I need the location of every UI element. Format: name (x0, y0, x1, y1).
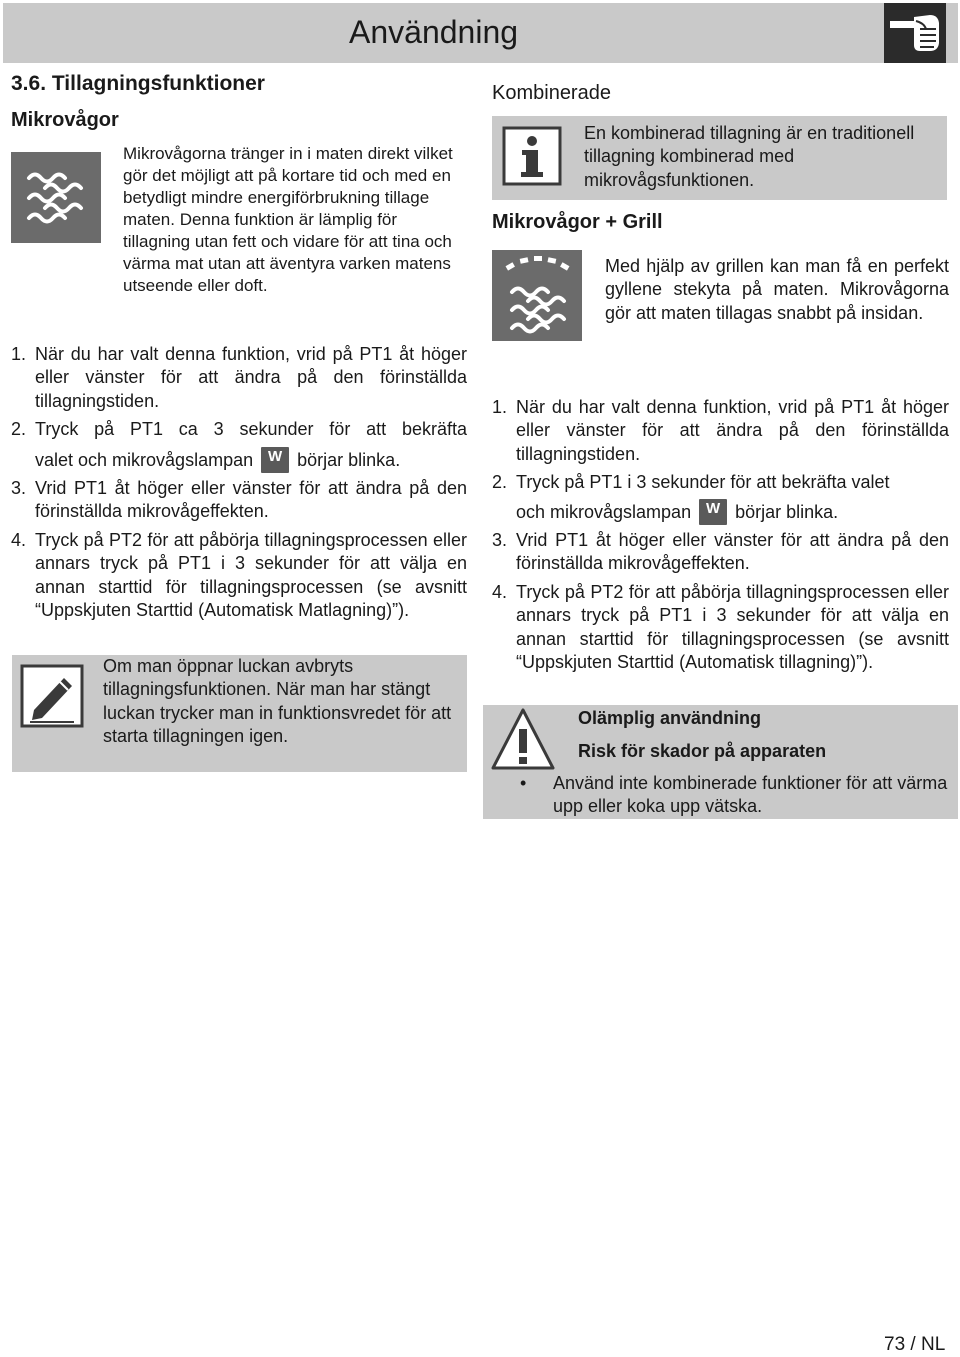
step-text: Vrid PT1 åt höger eller vänster för att ändra på den förinställda mikrovågeffekten. (516, 530, 949, 574)
step-number: 3. (492, 530, 508, 550)
pointing-hand-icon (884, 3, 946, 63)
warning-title: Olämplig användning (578, 708, 762, 728)
step-text: Tryck på PT1 ca 3 sekunder för att bekräfta (35, 419, 467, 439)
step-number: 3. (11, 478, 27, 498)
step-text-line (35, 441, 400, 473)
step-text: börjar blinka. (297, 450, 401, 470)
step-number: 4. (11, 530, 27, 550)
step-text: Tryck på PT1 i 3 sekunder för att bekräfta valet (516, 472, 890, 492)
step-text: valet och mikrovågslampan (35, 450, 254, 470)
microwave-intro-text: Mikrovågorna tränger in i maten direkt vilket gör det möjligt att på kortare tid och med en betydligt mindre energiförbrukning tillage maten. Denna funktion är lämplig för tillagning utan fett och vidare för att tina och värma mat utan att äventyra varken matens utseende eller doft. (123, 144, 453, 295)
step-text: Tryck på PT2 för att påbörja tillagningsprocessen eller annars tryck på PT1 i 3 sekunder för att välja en annan starttid för tillagningsprocessen (se avsnitt “Uppskjuten Starttid (Automatisk tillagning)”). (516, 582, 949, 672)
combined-info-text: En kombinerad tillagning är en traditionell tillagning kombinerad med mikrovågsfunktionen. (584, 123, 915, 190)
step-text-line (516, 493, 838, 525)
step-text: Vrid PT1 åt höger eller vänster för att ändra på den förinställda mikrovågeffekten. (35, 478, 467, 522)
step-number: 4. (492, 582, 508, 602)
microwave-lamp-icon: W (699, 499, 727, 525)
page-number: 73 / NL (884, 1334, 946, 1355)
step-text: När du har valt denna funktion, vrid på PT1 åt höger eller vänster för att ändra på den förinställda tillagningstiden. (35, 344, 467, 411)
note-text: Om man öppnar luckan avbryts tillagningsfunktionen. När man har stängt luckan trycker man in funktionsvredet för att starta tillagningen igen. (103, 656, 452, 746)
section-title: 3.6. Tillagningsfunktioner (11, 72, 265, 95)
microwave-subtitle: Mikrovågor (11, 109, 119, 131)
warning-subtitle: Risk för skador på apparaten (578, 741, 827, 761)
step-number: 2. (11, 419, 27, 439)
step-text: När du har valt denna funktion, vrid på PT1 åt höger eller vänster för att ändra på den förinställda tillagningstiden. (516, 397, 949, 464)
pencil-note-icon (20, 664, 84, 728)
warning-triangle-icon (491, 707, 555, 771)
microwave-lamp-icon: W (261, 447, 289, 473)
grill-title: Mikrovågor + Grill (492, 211, 663, 233)
microwave-waves-icon (11, 152, 101, 243)
step-text: börjar blinka. (735, 502, 839, 522)
step-number: 1. (11, 344, 27, 364)
bullet-dot: • (520, 773, 527, 793)
grill-intro-text: Med hjälp av grillen kan man få en perfekt gyllene stekyta på maten. Mikrovågorna gör att maten tillagas snabbt på insidan. (605, 256, 949, 323)
page-header-title: Användning (349, 14, 519, 50)
microwave-grill-icon (492, 250, 582, 341)
combined-title: Kombinerade (492, 82, 611, 104)
warning-bullet-text: Använd inte kombinerade funktioner för att värma upp eller koka upp vätska. (553, 773, 948, 817)
info-icon (502, 126, 562, 186)
step-number: 2. (492, 472, 508, 492)
step-number: 1. (492, 397, 508, 417)
step-text: och mikrovågslampan (516, 502, 692, 522)
step-text: Tryck på PT2 för att påbörja tillagningsprocessen eller annars tryck på PT1 i 3 sekunder för att välja en annan starttid för tillagningsprocessen (se avsnitt “Uppskjuten Starttid (Automatisk Matlagning)”). (35, 530, 467, 620)
